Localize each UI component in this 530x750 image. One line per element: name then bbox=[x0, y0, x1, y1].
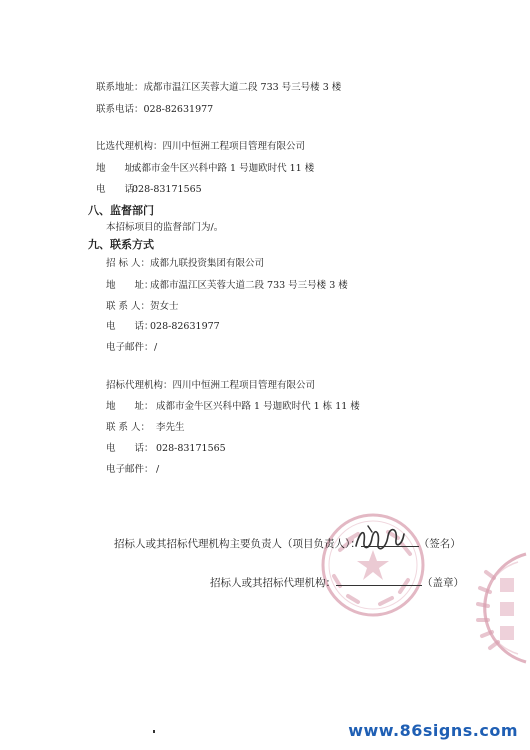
signature-org-line bbox=[210, 576, 464, 590]
row-value: 李先生 bbox=[156, 422, 185, 433]
signature-person-label: 招标人或其招标代理机构主要负责人（项目负责人）： bbox=[114, 538, 361, 550]
row-label: 招 标 人： bbox=[106, 258, 151, 269]
section-9-title: 九、联系方式 bbox=[88, 238, 154, 251]
bid-agency-org bbox=[96, 141, 305, 153]
agency-name-row bbox=[106, 380, 315, 392]
row-value: 028-82631977 bbox=[150, 321, 220, 332]
row-label: 地 址： bbox=[106, 280, 154, 291]
contact-address: 联系地址：成都市温江区芙蓉大道二段 733 号三号楼 3 楼 bbox=[96, 82, 342, 93]
tenderer-phone-row bbox=[106, 321, 220, 333]
bid-agency-address-value: 成都市金牛区兴科中路 1 号迦欧时代 11 楼 bbox=[132, 163, 315, 174]
signature-org-suffix: （盖章） bbox=[422, 577, 464, 589]
row-label: 联 系 人： bbox=[106, 422, 151, 433]
row-label: 电子邮件： bbox=[106, 464, 154, 475]
bid-agency-phone bbox=[96, 184, 202, 196]
row-value: 贺女士 bbox=[150, 301, 179, 312]
row-value: 028-83171565 bbox=[156, 443, 226, 454]
tenderer-contact-row bbox=[106, 301, 179, 313]
tenderer-name-row bbox=[106, 258, 264, 270]
signature-org-label: 招标人或其招标代理机构： bbox=[210, 577, 336, 589]
row-value: 成都九联投资集团有限公司 bbox=[150, 258, 265, 269]
agency-email-row bbox=[106, 464, 159, 476]
tenderer-address-row bbox=[106, 280, 348, 292]
bid-agency-org-value: 四川中恒洲工程项目管理有限公司 bbox=[162, 141, 306, 152]
row-value: 成都市金牛区兴科中路 1 号迦欧时代 1 栋 11 楼 bbox=[156, 401, 360, 412]
row-value: / bbox=[154, 342, 158, 353]
section-8-title: 八、监督部门 bbox=[88, 204, 154, 217]
contact-phone: 联系电话：028-82631977 bbox=[96, 104, 214, 115]
row-label: 电子邮件： bbox=[106, 342, 154, 353]
row-label: 电 话： bbox=[106, 321, 154, 332]
agency-address-row bbox=[106, 401, 360, 413]
row-value: 四川中恒洲工程项目管理有限公司 bbox=[172, 380, 316, 391]
row-value: / bbox=[156, 464, 160, 475]
bid-agency-address-label: 地 址： bbox=[96, 163, 144, 174]
bid-agency-org-label: 比选代理机构： bbox=[96, 141, 163, 152]
signature-person-suffix: （签名） bbox=[418, 538, 461, 550]
row-label: 联 系 人： bbox=[106, 301, 151, 312]
agency-phone-row bbox=[106, 443, 226, 455]
partial-seal-icon bbox=[456, 548, 530, 668]
scan-speck bbox=[153, 730, 155, 733]
bid-agency-phone-label: 电 话： bbox=[96, 184, 144, 195]
bid-agency-phone-value: 028-83171565 bbox=[132, 184, 202, 195]
tenderer-email-row bbox=[106, 342, 157, 354]
section-8-text: 本招标项目的监督部门为/。 bbox=[106, 222, 224, 233]
row-label: 电 话： bbox=[106, 443, 154, 454]
bid-agency-address bbox=[96, 163, 314, 175]
watermark-text: www.86signs.com bbox=[348, 721, 518, 740]
signature-org-blank bbox=[336, 585, 422, 586]
row-label: 地 址： bbox=[106, 401, 154, 412]
agency-contact-row bbox=[106, 422, 185, 434]
row-label: 招标代理机构： bbox=[106, 380, 173, 391]
row-value: 成都市温江区芙蓉大道二段 733 号三号楼 3 楼 bbox=[150, 280, 348, 291]
handwritten-signature-icon bbox=[350, 520, 410, 556]
